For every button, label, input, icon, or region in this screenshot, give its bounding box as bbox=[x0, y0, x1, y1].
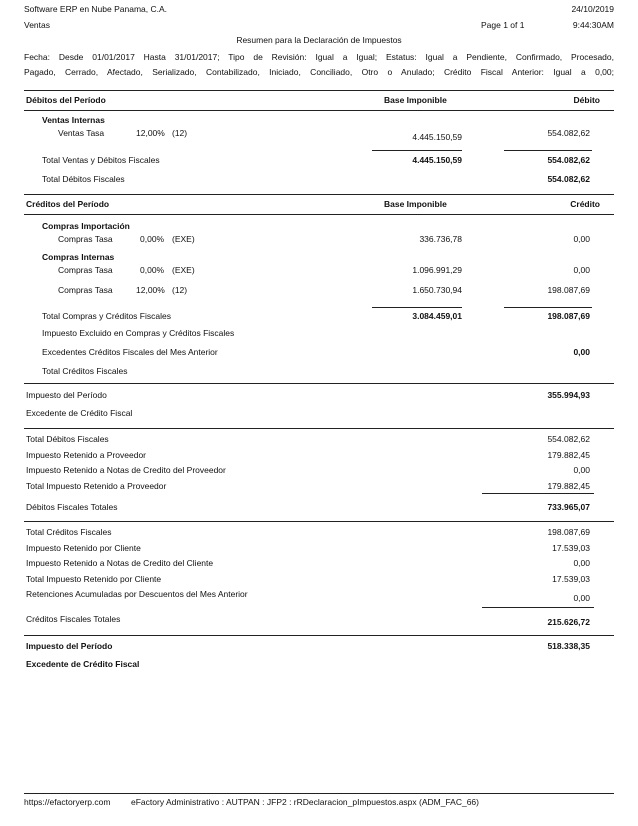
total-debitos-amount: 554.082,62 bbox=[547, 174, 590, 184]
report-title: Resumen para la Declaración de Impuestos bbox=[236, 35, 402, 45]
res-cre-r3-amount: 0,00 bbox=[573, 558, 590, 568]
final-impuesto-label: Impuesto del Período bbox=[26, 641, 113, 651]
ventas-row-label: Ventas Tasa bbox=[58, 128, 105, 138]
debitos-header-bar bbox=[24, 90, 614, 111]
footer-report-info: eFactory Administrativo : AUTPAN : JFP2 : rRDeclaracion_pImpuestos.aspx (ADM_FAC_66) bbox=[131, 797, 479, 807]
debitos-col-amount: Débito bbox=[573, 95, 600, 105]
res-cre-r1-label: Total Créditos Fiscales bbox=[26, 527, 112, 537]
final-excedente-label: Excedente de Crédito Fiscal bbox=[26, 659, 140, 669]
res-cre-rule bbox=[482, 607, 594, 608]
debitos-total-base: 4.445.150,59 bbox=[412, 155, 462, 165]
group-compras-importacion: Compras Importación bbox=[42, 221, 130, 231]
creditos-totales-amount: 215.626,72 bbox=[547, 617, 590, 627]
creditos-total-label: Total Compras y Créditos Fiscales bbox=[42, 311, 171, 321]
res-deb-r1-label: Total Débitos Fiscales bbox=[26, 434, 109, 444]
filter-line-2: Pagado, Cerrado, Afectado, Serializado, Contabilizado, Iniciado, Conciliado, Otro o Anulado; Crédito Fiscal Anterior: Igual a 0,00; bbox=[24, 67, 614, 77]
ventas-row-amount: 554.082,62 bbox=[547, 128, 590, 138]
res-cre-r4-label: Total Impuesto Retenido por Cliente bbox=[26, 574, 162, 584]
importacion-row-label: Compras Tasa bbox=[58, 234, 113, 244]
importacion-row-base: 336.736,78 bbox=[419, 234, 462, 244]
res-cre-r2-amount: 17.539,03 bbox=[552, 543, 590, 553]
res-cre-r3-label: Impuesto Retenido a Notas de Credito del Cliente bbox=[26, 558, 214, 568]
internas-row2-label: Compras Tasa bbox=[58, 285, 113, 295]
creditos-total-base: 3.084.459,01 bbox=[412, 311, 462, 321]
impuesto-excluido-label: Impuesto Excluido en Compras y Créditos Fiscales bbox=[42, 328, 235, 338]
report-date: 24/10/2019 bbox=[571, 4, 614, 14]
internas-row1-base: 1.096.991,29 bbox=[412, 265, 462, 275]
internas-row2-code: (12) bbox=[172, 285, 188, 295]
page-indicator: Page 1 of 1 bbox=[481, 20, 525, 30]
excedentes-label: Excedentes Créditos Fiscales del Mes Anterior bbox=[42, 347, 218, 357]
internas-row1-label: Compras Tasa bbox=[58, 265, 113, 275]
filter-line-1: Fecha: Desde 01/01/2017 Hasta 31/01/2017; Tipo de Revisión: Igual a Igual; Estatus: Igual a Pendiente, Confirmado, Procesado, bbox=[24, 52, 614, 62]
impuesto-periodo-amount: 355.994,93 bbox=[547, 390, 590, 400]
excedentes-amount: 0,00 bbox=[573, 347, 590, 357]
company-name: Software ERP en Nube Panama, C.A. bbox=[24, 4, 168, 14]
debitos-subtotal-rule-base bbox=[372, 150, 462, 151]
impuesto-periodo-label: Impuesto del Período bbox=[26, 390, 107, 400]
res-deb-r2-label: Impuesto Retenido a Proveedor bbox=[26, 450, 147, 460]
final-impuesto-amount: 518.338,35 bbox=[547, 641, 590, 651]
periodo-divider bbox=[24, 383, 614, 384]
internas-row2-amount: 198.087,69 bbox=[547, 285, 590, 295]
res-deb-rule bbox=[482, 493, 594, 494]
excedente-credito-label: Excedente de Crédito Fiscal bbox=[26, 408, 133, 418]
ventas-row-rate: 12,00% bbox=[136, 128, 165, 138]
res-deb-r4-label: Total Impuesto Retenido a Proveedor bbox=[26, 481, 167, 491]
creditos-total-amount: 198.087,69 bbox=[547, 311, 590, 321]
creditos-col-base: Base Imponible bbox=[384, 199, 447, 209]
debitos-totales-label: Débitos Fiscales Totales bbox=[26, 502, 118, 512]
res-cre-r5-label: Retenciones Acumuladas por Descuentos del Mes Anterior bbox=[26, 589, 248, 599]
creditos-col-amount: Crédito bbox=[570, 199, 600, 209]
res-deb-r3-label: Impuesto Retenido a Notas de Credito del Proveedor bbox=[26, 465, 226, 475]
internas-row2-rate: 12,00% bbox=[136, 285, 165, 295]
importacion-row-amount: 0,00 bbox=[573, 234, 590, 244]
res-cre-r5-amount: 0,00 bbox=[573, 593, 590, 603]
res-deb-r3-amount: 0,00 bbox=[573, 465, 590, 475]
creditos-subtotal-rule-base bbox=[372, 307, 462, 308]
resumen-creditos-divider bbox=[24, 521, 614, 522]
footer-url[interactable]: https://efactoryerp.com bbox=[24, 797, 111, 807]
debitos-col-base: Base Imponible bbox=[384, 95, 447, 105]
module-name: Ventas bbox=[24, 20, 50, 30]
debitos-total-label: Total Ventas y Débitos Fiscales bbox=[42, 155, 160, 165]
creditos-subtotal-rule-amount bbox=[504, 307, 592, 308]
group-ventas-internas: Ventas Internas bbox=[42, 115, 105, 125]
creditos-section-title: Créditos del Período bbox=[26, 199, 110, 209]
res-deb-r4-amount: 179.882,45 bbox=[547, 481, 590, 491]
ventas-row-code: (12) bbox=[172, 128, 188, 138]
res-cre-r1-amount: 198.087,69 bbox=[547, 527, 590, 537]
importacion-row-code: (EXE) bbox=[172, 234, 195, 244]
internas-row1-amount: 0,00 bbox=[573, 265, 590, 275]
res-deb-r2-amount: 179.882,45 bbox=[547, 450, 590, 460]
debitos-totales-amount: 733.965,07 bbox=[547, 502, 590, 512]
creditos-totales-label: Créditos Fiscales Totales bbox=[26, 614, 121, 624]
ventas-row-base: 4.445.150,59 bbox=[412, 132, 462, 142]
debitos-section-title: Débitos del Período bbox=[26, 95, 106, 105]
resumen-debitos-divider bbox=[24, 428, 614, 429]
internas-row1-rate: 0,00% bbox=[140, 265, 165, 275]
res-cre-r2-label: Impuesto Retenido por Cliente bbox=[26, 543, 141, 553]
internas-row1-code: (EXE) bbox=[172, 265, 195, 275]
debitos-total-amount: 554.082,62 bbox=[547, 155, 590, 165]
res-deb-r1-amount: 554.082,62 bbox=[547, 434, 590, 444]
total-creditos-label: Total Créditos Fiscales bbox=[42, 366, 128, 376]
internas-row2-base: 1.650.730,94 bbox=[412, 285, 462, 295]
total-debitos-label: Total Débitos Fiscales bbox=[42, 174, 125, 184]
debitos-subtotal-rule-amount bbox=[504, 150, 592, 151]
report-time: 9:44:30AM bbox=[572, 20, 614, 30]
final-divider bbox=[24, 635, 614, 636]
res-cre-r4-amount: 17.539,03 bbox=[552, 574, 590, 584]
creditos-header-bar bbox=[24, 194, 614, 215]
group-compras-internas: Compras Internas bbox=[42, 252, 115, 262]
footer-divider bbox=[24, 793, 614, 794]
importacion-row-rate: 0,00% bbox=[140, 234, 165, 244]
